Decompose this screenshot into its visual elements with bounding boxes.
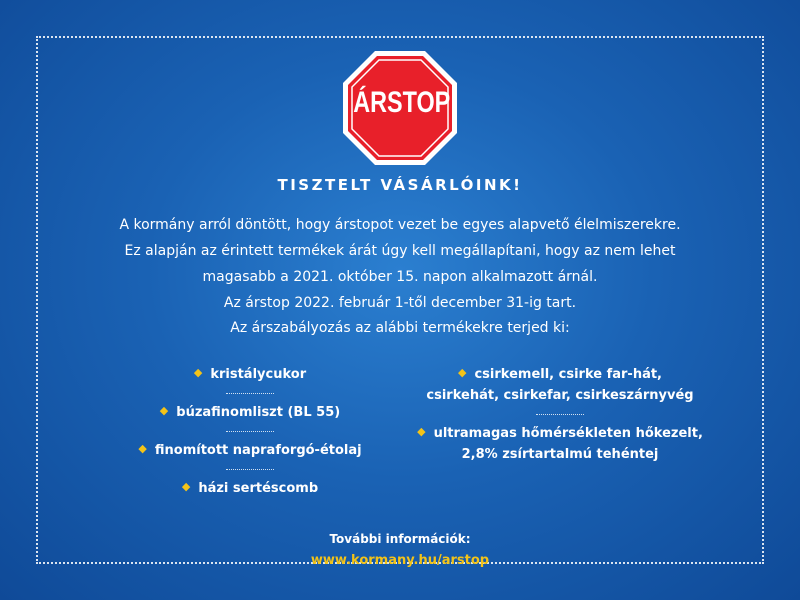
separator [226,431,274,432]
bullet-icon: ◆ [181,480,191,493]
separator [536,414,584,415]
product-item-cont: 2,8% zsírtartalmú tehéntej [461,447,659,462]
bullet-icon: ◆ [417,425,426,438]
info-link[interactable]: www.kormany.hu/arstop [310,553,490,568]
separator [226,469,274,470]
product-item: ◆ ultramagas hőmérsékleten hőkezelt, [417,425,703,441]
bullet-icon: ◆ [193,366,203,379]
product-item: ◆ csirkemell, csirke far-hát, [458,366,662,382]
more-info-label: További információk: [329,532,471,546]
intro-text [60,212,740,316]
product-item-cont: csirkehát, csirkefar, csirkeszárnyvég [426,388,694,403]
bullet-icon: ◆ [138,442,147,455]
product-item: ◆ házi sertéscomb [181,480,319,496]
intro-line: Az árstop 2022. február 1-től december 31-ig tart. [223,295,577,311]
intro-line: A kormány arról döntött, hogy árstopot vezet be egyes alapvető élelmiszerekre. [119,217,681,233]
product-item: ◆ finomított napraforgó-étolaj [138,442,362,458]
product-list-right [410,364,710,465]
intro-line: magasabb a 2021. október 15. napon alkalmazott árnál. [202,269,598,285]
product-item: ◆ kristálycukor [193,366,307,382]
product-list-left [110,364,390,499]
page-heading: TISZTELT VÁSÁRLÓINK! [277,176,523,194]
product-item: ◆ búzafinomliszt (BL 55) [159,404,341,420]
products-lead: Az árszabályozás az alábbi termékekre terjed ki: [230,320,570,336]
bullet-icon: ◆ [458,366,467,379]
bullet-icon: ◆ [159,404,169,417]
stop-sign-label: ÁRSTOP [353,86,451,119]
separator [226,393,274,394]
intro-line: Ez alapján az érintett termékek árát úgy kell megállapítani, hogy az nem lehet [124,243,676,259]
